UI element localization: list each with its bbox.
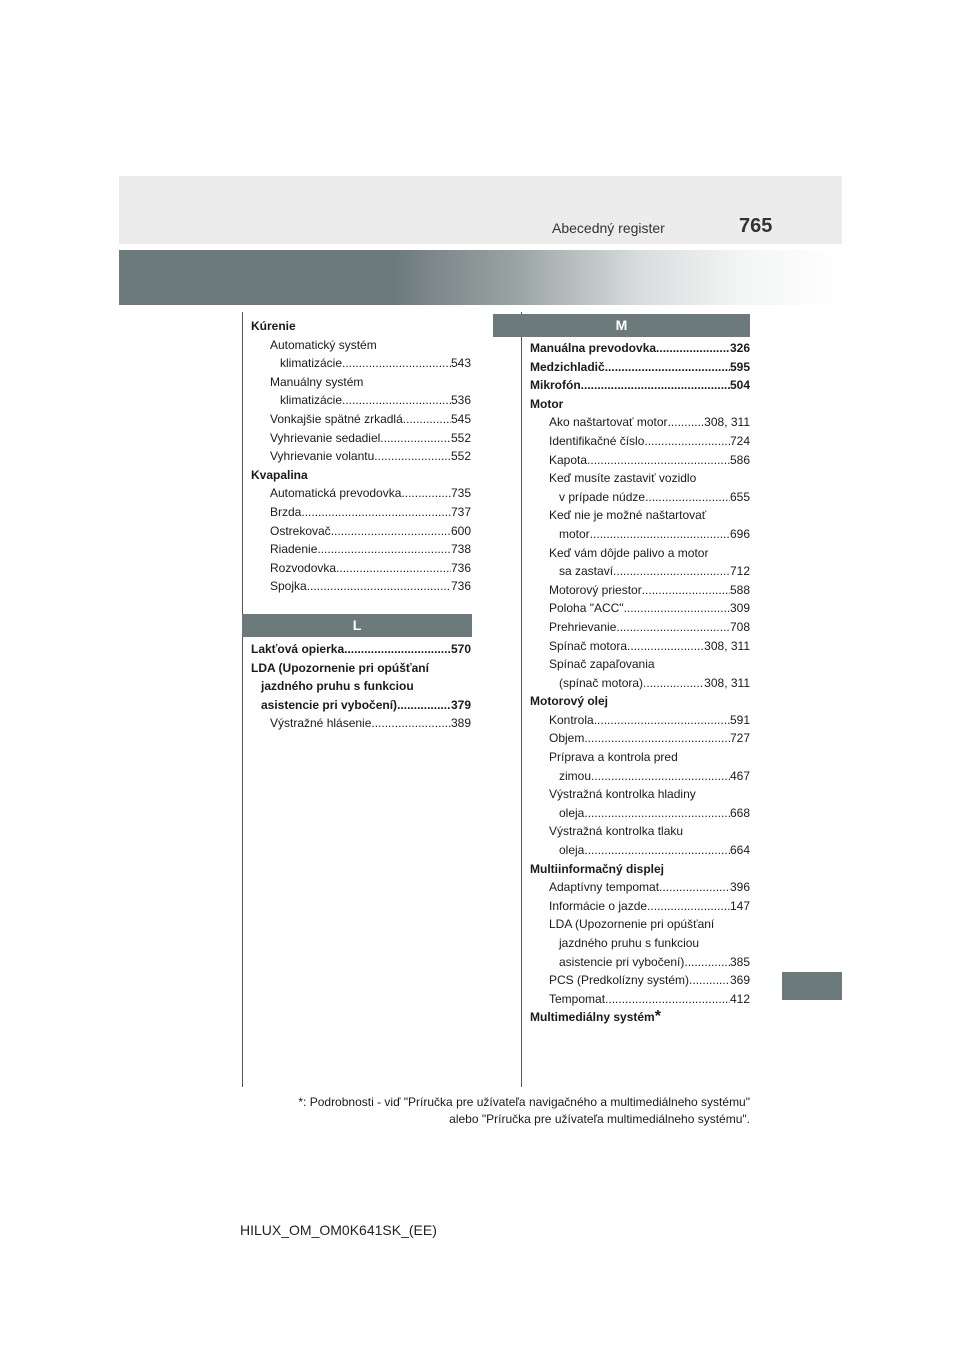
index-entry-term: Ako naštartovať motor: [549, 415, 668, 430]
index-entry: [530, 1008, 750, 1027]
index-entry-page: 369: [729, 973, 750, 988]
index-entry-page: 588: [729, 582, 750, 597]
index-entry-term: Manuálny systém: [270, 374, 364, 389]
dot-leader: [613, 562, 730, 581]
dot-leader: [616, 618, 730, 637]
index-entry: [530, 562, 750, 581]
index-entry-term: Automatický systém: [270, 337, 377, 352]
dot-leader: [659, 878, 730, 897]
index-entry: [530, 934, 750, 953]
index-entry-term: Manuálna prevodovka: [530, 341, 657, 355]
index-entry-term: jazdného pruhu s funkciou: [261, 679, 414, 694]
index-entry: [251, 714, 471, 733]
index-entry-term: motor: [559, 526, 590, 541]
index-entry: [530, 692, 750, 711]
index-entry-term: klimatizácie: [280, 393, 343, 408]
index-entry-page: 586: [729, 452, 750, 467]
dot-leader: [584, 841, 730, 860]
index-entry: [530, 655, 750, 674]
index-entry-page: 591: [729, 712, 750, 727]
index-entry-term: Keď musíte zastaviť vozidlo: [549, 471, 697, 486]
index-entry-term: Výstražné hlásenie: [270, 716, 372, 731]
index-entry-term: Rozvodovka: [270, 560, 337, 575]
dot-leader: [307, 577, 451, 596]
dot-leader: [642, 581, 730, 600]
index-entry-term: Identifikačné číslo: [549, 433, 645, 448]
index-entry-page: 655: [729, 489, 750, 504]
index-entry-term: Adaptívny tempomat: [549, 880, 660, 895]
index-entry: [530, 376, 750, 395]
dot-leader: [581, 376, 730, 395]
index-entry-page: 147: [729, 898, 750, 913]
index-entry-term: Tempomat: [549, 991, 606, 1006]
index-entry-term: LDA (Upozornenie pri opúšťaní: [251, 660, 429, 675]
index-entry-term: (spínač motora): [559, 675, 644, 690]
index-entry-term: Motor: [530, 396, 564, 411]
index-entry: [530, 822, 750, 841]
index-entry: [251, 447, 471, 466]
letter-heading-m: M: [493, 314, 750, 337]
index-entry: [530, 544, 750, 563]
dot-leader: [668, 413, 705, 432]
dot-leader: [317, 540, 451, 559]
index-entry: [530, 860, 750, 879]
index-entry: [530, 878, 750, 897]
dot-leader: [342, 354, 451, 373]
dot-leader: [624, 599, 730, 618]
index-entry-page: 385: [729, 954, 750, 969]
footnote: [230, 1094, 750, 1128]
index-entry: [530, 990, 750, 1009]
index-entry: [530, 748, 750, 767]
index-entry-term: Riadenie: [270, 542, 318, 557]
dot-leader: [344, 640, 451, 659]
dot-leader: [643, 674, 704, 693]
dot-leader: [689, 971, 730, 990]
index-entry-term: Spínač motora: [549, 638, 628, 653]
index-entry: [530, 785, 750, 804]
dot-leader: [591, 767, 730, 786]
index-entry: [251, 484, 471, 503]
footnote-marker: *: [654, 1008, 661, 1026]
index-entry: [251, 540, 471, 559]
footnote-line-1: *: Podrobnosti - viď "Príručka pre užívateľa navigačného a multimediálneho systému": [298, 1095, 750, 1109]
index-entry-page: 308, 311: [704, 638, 750, 653]
index-entry-term: Príprava a kontrola pred: [549, 750, 678, 765]
index-entry-term: PCS (Predkolízny systém): [549, 973, 690, 988]
index-entry-term: Motorový priestor: [549, 582, 642, 597]
index-entry: [251, 317, 471, 336]
index-entry-page: 736: [450, 560, 471, 575]
letter-heading-l: L: [242, 614, 472, 637]
index-entry: [251, 466, 471, 485]
chapter-side-tab: [782, 972, 842, 1000]
index-entry-term: Ostrekovač: [270, 523, 331, 538]
index-entry: [251, 410, 471, 429]
index-entry-term: Medzichladič: [530, 359, 605, 374]
index-left-block-l: [251, 640, 471, 733]
index-entry-term: jazdného pruhu s funkciou: [559, 936, 700, 950]
index-entry-page: 379: [450, 697, 471, 712]
index-entry: [530, 581, 750, 600]
index-entry: [530, 971, 750, 990]
header-gradient-band: [119, 250, 842, 305]
index-entry-term: Výstražná kontrolka tlaku: [549, 824, 684, 839]
index-entry: [251, 696, 471, 715]
index-entry: [530, 729, 750, 748]
index-entry: [251, 354, 471, 373]
dot-leader: [647, 897, 730, 916]
dot-leader: [587, 451, 730, 470]
index-entry-term: oleja: [559, 805, 585, 820]
index-entry-page: 735: [450, 486, 471, 501]
dot-leader: [397, 696, 451, 715]
index-entry: [251, 677, 471, 696]
index-entry-term: oleja: [559, 843, 585, 858]
index-entry-term: sa zastaví: [559, 564, 614, 579]
dot-leader: [590, 525, 730, 544]
index-entry: [530, 953, 750, 972]
index-entry: [251, 373, 471, 392]
dot-leader: [644, 432, 730, 451]
index-entry: [251, 577, 471, 596]
index-entry-term: Objem: [549, 731, 585, 746]
dot-leader: [331, 522, 451, 541]
index-entry-page: 736: [450, 579, 471, 594]
index-entry: [251, 391, 471, 410]
index-entry-term: Multimediálny systém: [530, 1010, 655, 1025]
dot-leader: [401, 484, 451, 503]
index-entry-term: zimou: [559, 768, 592, 783]
dot-leader: [656, 339, 730, 358]
index-entry-page: 326: [729, 341, 750, 355]
index-entry: [251, 659, 471, 678]
index-entry: [251, 336, 471, 355]
index-entry: [530, 413, 750, 432]
index-entry-page: 308, 311: [704, 675, 750, 690]
index-entry-term: Keď nie je možné naštartovať: [549, 508, 707, 523]
index-entry-term: klimatizácie: [280, 356, 343, 371]
index-entry-page: 696: [729, 526, 750, 541]
index-entry-term: Spínač zapaľovania: [549, 657, 655, 672]
index-entry-term: Kontrola: [549, 712, 594, 727]
index-entry-page: 543: [450, 356, 471, 371]
index-entry: [530, 488, 750, 507]
index-entry: [530, 506, 750, 525]
index-entry-page: 600: [450, 523, 471, 538]
index-entry: [530, 469, 750, 488]
index-entry-page: 738: [450, 542, 471, 557]
column-divider-left: [242, 312, 243, 1087]
index-entry: [530, 339, 750, 358]
dot-leader: [584, 804, 730, 823]
index-entry-term: Spojka: [270, 579, 307, 594]
index-entry-page: 308, 311: [704, 415, 750, 430]
index-entry-page: 545: [450, 411, 471, 426]
index-entry: [530, 841, 750, 860]
index-entry: [530, 897, 750, 916]
index-entry-page: 467: [729, 768, 750, 783]
index-entry-page: 552: [450, 449, 471, 464]
dot-leader: [684, 953, 730, 972]
index-entry: [530, 637, 750, 656]
index-entry: [530, 432, 750, 451]
dot-leader: [336, 559, 451, 578]
dot-leader: [380, 429, 451, 448]
dot-leader: [374, 447, 451, 466]
footnote-line-2: alebo "Príručka pre užívateľa multimediálneho systému".: [449, 1112, 750, 1126]
index-entry: [530, 915, 750, 934]
index-entry-page: 412: [729, 991, 750, 1006]
index-entry-term: Vonkajšie spätné zrkadlá: [270, 411, 403, 426]
index-entry: [530, 395, 750, 414]
dot-leader: [403, 410, 451, 429]
index-right-block-m: [530, 339, 750, 1027]
dot-leader: [605, 358, 730, 377]
index-entry-term: Vyhrievanie volantu: [270, 449, 375, 464]
dot-leader: [645, 488, 730, 507]
dot-leader: [594, 711, 730, 730]
index-entry-page: 708: [729, 619, 750, 634]
index-entry-page: 570: [450, 642, 471, 656]
index-entry-term: v prípade núdze: [559, 489, 646, 504]
index-entry-page: 389: [450, 716, 471, 731]
dot-leader: [584, 729, 730, 748]
dot-leader: [342, 391, 451, 410]
dot-leader: [371, 714, 451, 733]
index-entry-page: 737: [450, 504, 471, 519]
index-entry: [530, 599, 750, 618]
index-entry: [530, 618, 750, 637]
index-entry: [251, 429, 471, 448]
index-entry: [530, 711, 750, 730]
header-top-band: [119, 176, 842, 244]
index-entry-page: 595: [729, 359, 750, 374]
index-entry-term: Automatická prevodovka: [270, 486, 402, 501]
index-entry: [530, 804, 750, 823]
index-entry-term: Poloha "ACC": [549, 601, 624, 616]
index-entry: [530, 451, 750, 470]
dot-leader: [627, 637, 704, 656]
index-entry-page: 668: [729, 805, 750, 820]
index-entry-term: Kapota: [549, 452, 588, 467]
index-entry: [530, 358, 750, 377]
index-entry-term: Vyhrievanie sedadiel: [270, 430, 381, 445]
index-entry-page: 504: [729, 378, 750, 393]
index-entry: [530, 525, 750, 544]
index-entry-page: 712: [729, 564, 750, 579]
index-entry: [251, 503, 471, 522]
index-entry-term: Prehrievanie: [549, 619, 617, 634]
index-entry-term: Motorový olej: [530, 694, 609, 709]
index-entry-term: Kúrenie: [251, 319, 296, 333]
index-entry-term: Výstražná kontrolka hladiny: [549, 787, 696, 802]
section-title: Abecedný register: [552, 220, 665, 236]
index-entry-term: Informácie o jazde: [549, 898, 648, 913]
index-entry: [251, 522, 471, 541]
index-entry-term: LDA (Upozornenie pri opúšťaní: [549, 917, 715, 932]
page-number: 765: [739, 215, 773, 237]
index-entry-page: 724: [729, 433, 750, 448]
index-entry-page: 396: [729, 880, 750, 895]
index-entry-term: asistencie pri vybočení): [261, 697, 398, 712]
index-entry: [530, 674, 750, 693]
index-entry-term: Brzda: [270, 504, 302, 519]
index-entry-page: 727: [729, 731, 750, 746]
index-entry-page: 309: [729, 601, 750, 616]
dot-leader: [605, 990, 730, 1009]
index-entry-term: asistencie pri vybočení): [559, 954, 685, 969]
index-entry-term: Mikrofón: [530, 378, 581, 393]
index-entry-term: Lakťová opierka: [251, 642, 345, 656]
index-entry-page: 552: [450, 430, 471, 445]
column-divider-middle: [521, 312, 522, 1087]
index-entry: [251, 640, 471, 659]
document-code: HILUX_OM_OM0K641SK_(EE): [240, 1222, 437, 1238]
index-left-block-k: [251, 317, 471, 596]
index-entry: [530, 767, 750, 786]
index-entry-term: Keď vám dôjde palivo a motor: [549, 545, 709, 560]
index-entry-page: 536: [450, 393, 471, 408]
dot-leader: [301, 503, 451, 522]
index-entry: [251, 559, 471, 578]
index-entry-term: Kvapalina: [251, 467, 308, 482]
index-entry-term: Multiinformačný displej: [530, 861, 665, 876]
index-entry-page: 664: [729, 843, 750, 858]
